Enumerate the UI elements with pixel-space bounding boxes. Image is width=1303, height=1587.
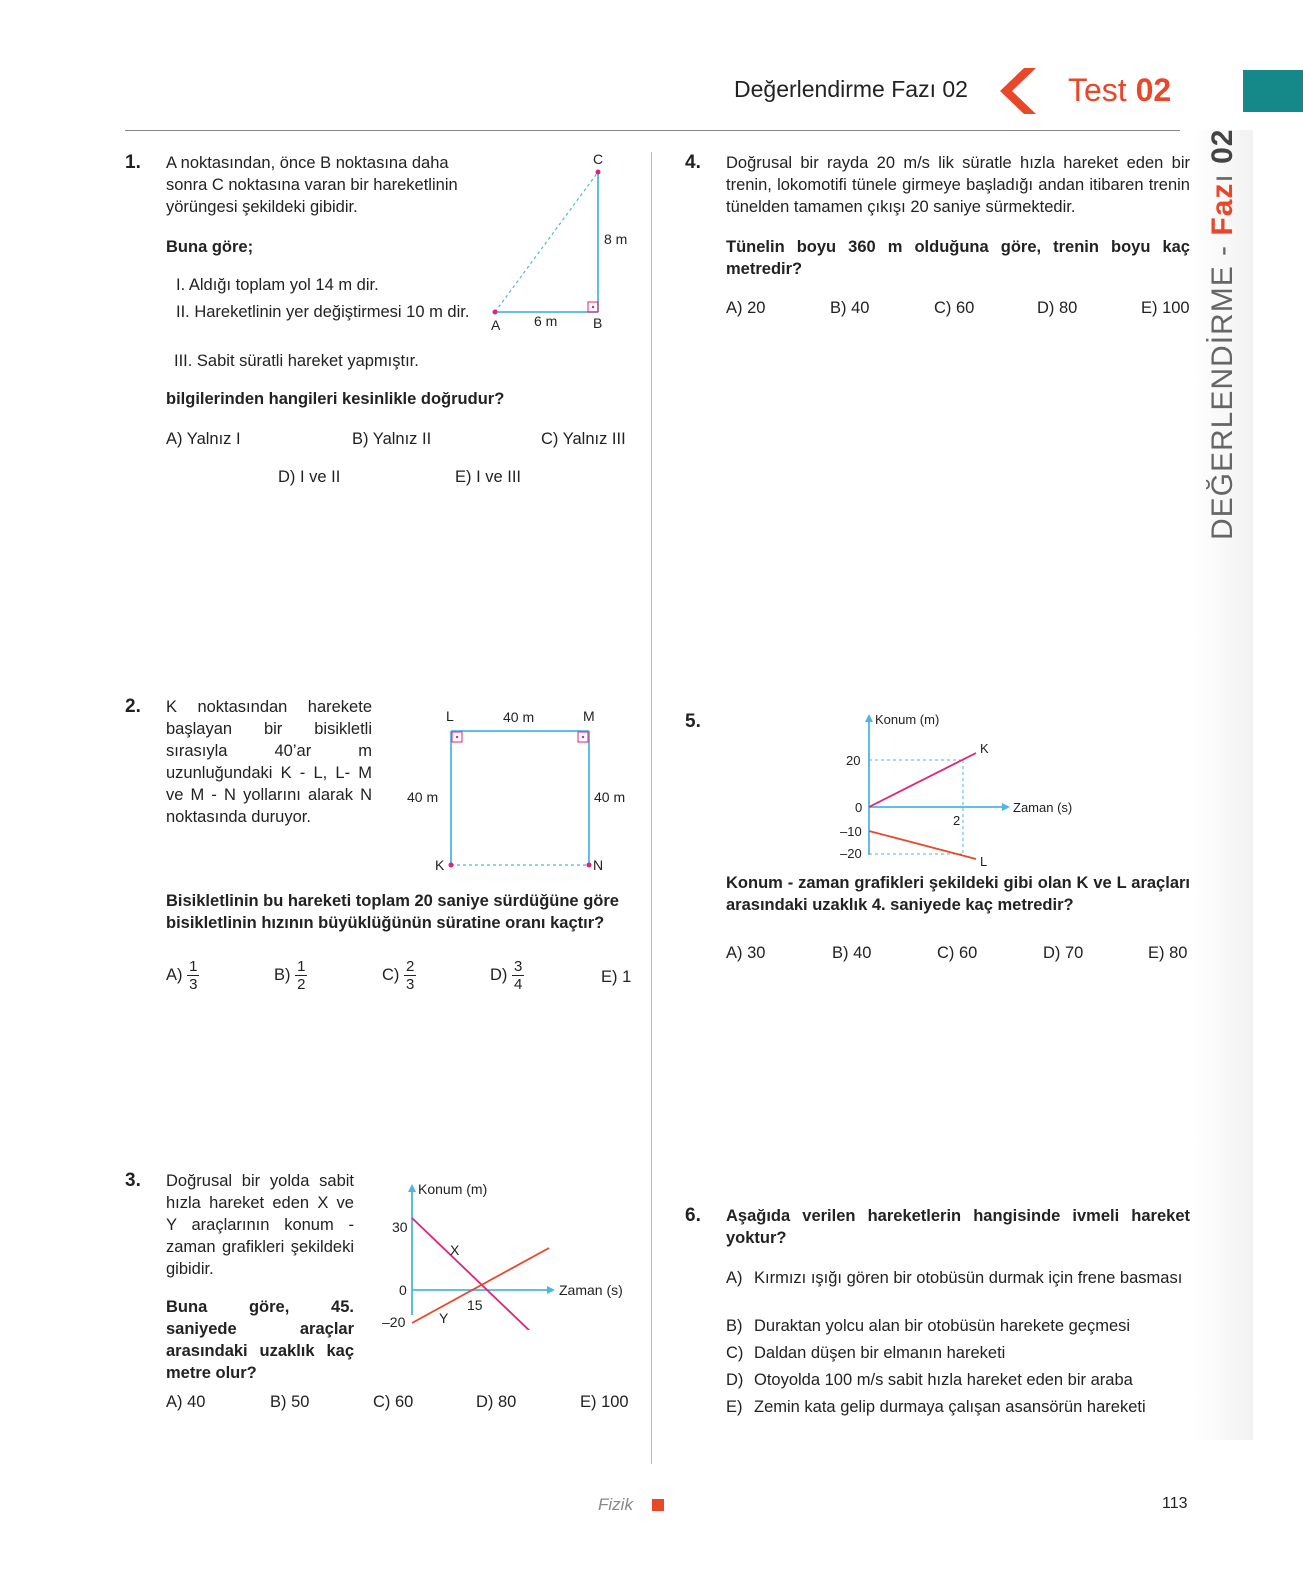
x-axis-label: Zaman (s) [559,1282,623,1298]
question-text: A noktasından, önce B noktasına daha sonra C noktasına varan bir hareketlinin yörüngesi şekildeki gibidir. [166,154,458,216]
answer-option[interactable]: C) $\frac{2}{3}$ [382,958,415,993]
corner-tab [1243,70,1303,112]
line-y-label: Y [439,1310,449,1326]
answer-option[interactable]: E) I ve III [455,468,522,486]
path-figure [405,708,640,878]
question-number: 1. [125,152,141,173]
question-prompt: Aşağıda verilen hareketlerin hangisinde ivmeli hareket yoktur? [726,1207,1190,1247]
answer-option[interactable]: D) I ve II [278,468,341,486]
y-tick-label: –20 [382,1314,406,1330]
answer-option[interactable]: A) 30 [726,944,766,962]
answer-option[interactable]: A) Yalnız I [166,430,241,448]
answer-option[interactable]: D) Otoyolda 100 m/s sabit hızla hareket eden bir araba [726,1371,1133,1389]
question-text: Doğrusal bir rayda 20 m/s lik süratle hızla hareket eden bir trenin, lokomotifi tünele girmeye başladığı andan itibaren trenin tünelden tamamen çıkışı 20 saniye sürmektedir. [726,154,1190,216]
question-prompt: Tünelin boyu 360 m olduğuna göre, trenin boyu kaç metredir? [726,238,1190,278]
answer-option[interactable]: C) Daldan düşen bir elmanın hareketi [726,1344,1006,1362]
answer-option[interactable]: D) $\frac{3}{4}$ [490,958,523,993]
answer-option[interactable]: E) Zemin kata gelip durmaya çalışan asansörün hareketi [726,1398,1146,1416]
line-x-label: X [450,1242,460,1258]
point-c-label: C [593,151,604,167]
answer-option[interactable]: B) Yalnız II [352,430,432,448]
answer-option[interactable]: E) 1 [601,968,632,986]
trajectory-figure [480,150,640,340]
test-label: Test 02 [1068,72,1172,108]
line-l-label: L [980,854,988,869]
answer-option[interactable]: B) 40 [830,299,870,317]
point-n-label: N [593,857,604,873]
question-text: K noktasından harekete başlayan bir bisikletli sırasıyla 40’ar m uzunluğundaki K - L, L- M ve M - N yollarını alarak N noktasında duruyor. [166,698,372,826]
column-divider [651,152,652,1464]
statement: I. Aldığı toplam yol 14 m dir. [176,276,379,294]
answer-option[interactable]: B) 40 [832,944,872,962]
question-number: 5. [685,711,701,732]
position-time-graph-kl [830,710,1090,870]
question-prompt: Buna göre, 45. saniyede araçlar arasındaki uzaklık kaç metre olur? [166,1298,354,1382]
point-l-label: L [446,708,454,724]
question-prompt: Bisikletlinin bu hareketi toplam 20 saniye sürdüğüne göre bisikletlinin hızının büyüklüğünün süratine oranı kaçtır? [166,892,619,932]
side-kl-label: 40 m [407,789,439,805]
x-tick-label: 2 [953,813,961,828]
statement: II. Hareketlinin yer değiştirmesi 10 m dir. [176,303,470,321]
line-k-label: K [980,741,989,756]
answer-option[interactable]: E) 100 [1141,299,1190,317]
statement: III. Sabit süratli hareket yapmıştır. [174,352,419,370]
page-number: 113 [1162,1495,1188,1512]
x-tick-label: 15 [467,1297,483,1313]
question-number: 6. [685,1205,701,1226]
segment-ab-label: 6 m [534,313,558,329]
question-prompt: Konum - zaman grafikleri şekildeki gibi olan K ve L araçları arasındaki uzaklık 4. saniyede kaç metredir? [726,874,1190,914]
answer-option[interactable]: A) 40 [166,1393,206,1411]
answer-option[interactable]: B) $\frac{1}{2}$ [274,958,306,993]
point-m-label: M [583,708,595,724]
y-tick-label: –20 [840,846,862,861]
answer-option[interactable]: D) 70 [1043,944,1084,962]
y-tick-label: 30 [392,1219,408,1235]
answer-option[interactable]: C) Yalnız III [541,430,626,448]
question-number: 3. [125,1170,141,1191]
answer-option[interactable]: C) 60 [934,299,975,317]
answer-option[interactable]: B) Duraktan yolcu alan bir otobüsün harekete geçmesi [726,1317,1131,1335]
answer-option[interactable]: C) 60 [373,1393,414,1411]
question-number: 2. [125,696,141,717]
question-prompt: bilgilerinden hangileri kesinlikle doğrudur? [166,390,505,408]
position-time-graph-xy [375,1180,640,1330]
question-number: 4. [685,152,701,173]
page-header-title: Değerlendirme Fazı 02 [734,76,968,102]
footer-square-icon [652,1499,664,1511]
side-section-label: DEĞERLENDİRME - Fazı 02 [1206,128,1239,540]
answer-option[interactable]: E) 100 [580,1393,629,1411]
answer-option[interactable]: C) 60 [937,944,978,962]
question-lead: Buna göre; [166,238,254,256]
answer-option[interactable]: D) 80 [1037,299,1078,317]
answer-option[interactable]: A) 20 [726,299,766,317]
answer-option[interactable]: B) 50 [270,1393,310,1411]
answer-option[interactable]: A) $\frac{1}{3}$ [166,958,198,993]
y-axis-label: Konum (m) [875,712,940,727]
footer-subject: Fizik [598,1495,633,1514]
answer-option[interactable]: A) Kırmızı ışığı gören bir otobüsün durmak için frene basması [726,1269,1183,1287]
chevron-left-icon [996,66,1040,121]
y-tick-label: 0 [855,800,863,815]
question-text: Doğrusal bir yolda sabit hızla hareket eden X ve Y araçlarının konum - zaman grafikleri şekildeki gibidir. [166,1172,354,1278]
point-a-label: A [491,317,501,333]
y-tick-label: –10 [840,824,862,839]
y-axis-label: Konum (m) [418,1181,488,1197]
point-b-label: B [593,315,603,331]
side-mn-label: 40 m [594,789,626,805]
answer-option[interactable]: E) 80 [1148,944,1188,962]
x-axis-label: Zaman (s) [1013,800,1073,815]
side-lm-label: 40 m [503,709,535,725]
segment-bc-label: 8 m [604,231,628,247]
test-number: 02 [1135,72,1172,108]
y-tick-label: 20 [846,753,861,768]
header-rule [125,130,1180,131]
point-k-label: K [435,857,445,873]
y-tick-label: 0 [399,1282,407,1298]
answer-option[interactable]: D) 80 [476,1393,517,1411]
